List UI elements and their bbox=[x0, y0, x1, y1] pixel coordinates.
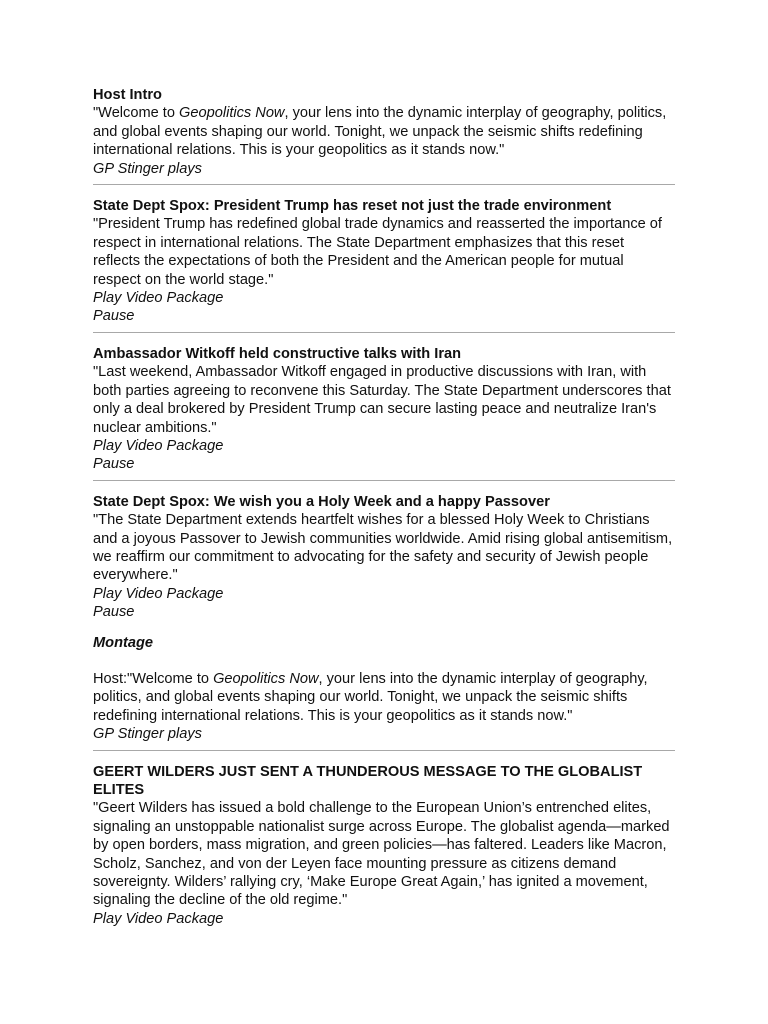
section-body: "President Trump has redefined global trade dynamics and reasserted the importance of respect in international relations. The State Department emphasizes that this reset reflects the expectations of both the President and the American people for mutual respect on the world stage." bbox=[93, 216, 662, 288]
stage-cue: GP Stinger plays bbox=[93, 726, 202, 743]
stage-cue: Play Video Package bbox=[93, 585, 224, 602]
stage-cue: Play Video Package bbox=[93, 437, 224, 454]
stage-cue: Pause bbox=[93, 456, 135, 473]
montage-label: Montage bbox=[93, 634, 153, 651]
montage-host-section bbox=[93, 670, 675, 751]
iran-talks-section bbox=[93, 345, 675, 481]
stage-cue: Play Video Package bbox=[93, 290, 224, 307]
section-heading: GEERT WILDERS JUST SENT A THUNDEROUS MESSAGE TO THE GLOBALIST ELITES bbox=[93, 763, 643, 798]
holy-week-section bbox=[93, 493, 675, 622]
section-heading: Ambassador Witkoff held constructive talks with Iran bbox=[93, 345, 462, 362]
quote-text: Host:"Welcome to bbox=[93, 670, 214, 687]
section-heading: Host Intro bbox=[93, 87, 162, 103]
wilders-section bbox=[93, 763, 675, 929]
stage-cue: Play Video Package bbox=[93, 910, 224, 927]
show-title: Geopolitics Now bbox=[179, 105, 285, 122]
quote-text: "Welcome to bbox=[93, 105, 180, 122]
section-body bbox=[93, 104, 675, 159]
quote-text: , your lens into the dynamic interplay of geography, politics, and global events shaping our world. Tonight, we unpack the seismic shifts redefining international relations. This is your geopolitics as it stands now." bbox=[93, 670, 648, 724]
stage-cue: Pause bbox=[93, 604, 135, 621]
section-heading: State Dept Spox: We wish you a Holy Week and a happy Passover bbox=[93, 493, 550, 510]
stage-cue: GP Stinger plays bbox=[93, 160, 202, 177]
section-heading: State Dept Spox: President Trump has reset not just the trade environment bbox=[93, 198, 612, 215]
show-title: Geopolitics Now bbox=[213, 670, 319, 687]
section-body: "The State Department extends heartfelt wishes for a blessed Holy Week to Christians and a joyous Passover to Jewish communities worldwide. Amid rising global antisemitism, we reaffirm our commitment to advocating for the safety and security of Jewish people everywhere." bbox=[93, 512, 673, 584]
trade-reset-section bbox=[93, 197, 675, 333]
script-document bbox=[93, 86, 675, 928]
quote-text: , your lens into the dynamic interplay of geography, politics, and global events shaping our world. Tonight, we unpack the seismic shifts redefining international relations. This is your geopolitics as it stands now." bbox=[93, 105, 667, 159]
host-intro-section bbox=[93, 86, 675, 185]
section-body bbox=[93, 670, 675, 725]
section-body: "Geert Wilders has issued a bold challenge to the European Union’s entrenched elites, signaling an unstoppable nationalist surge across Europe. The globalist agenda—marked by open borders, mass migration, and green policies—has faltered. Leaders like Macron, Scholz, Sanchez, and von der Leyen face mounting pressure as citizens demand sovereignty. Wilders’ rallying cry, ‘Make Europe Great Again,’ has ignited a movement, signaling the decline of the old regime." bbox=[93, 800, 670, 909]
section-body: "Last weekend, Ambassador Witkoff engaged in productive discussions with Iran, with both parties agreeing to reconvene this Saturday. The State Department underscores that only a deal brokered by President Trump can secure lasting peace and neutralize Iran's nuclear ambitions." bbox=[93, 364, 671, 436]
stage-cue: Pause bbox=[93, 308, 135, 325]
